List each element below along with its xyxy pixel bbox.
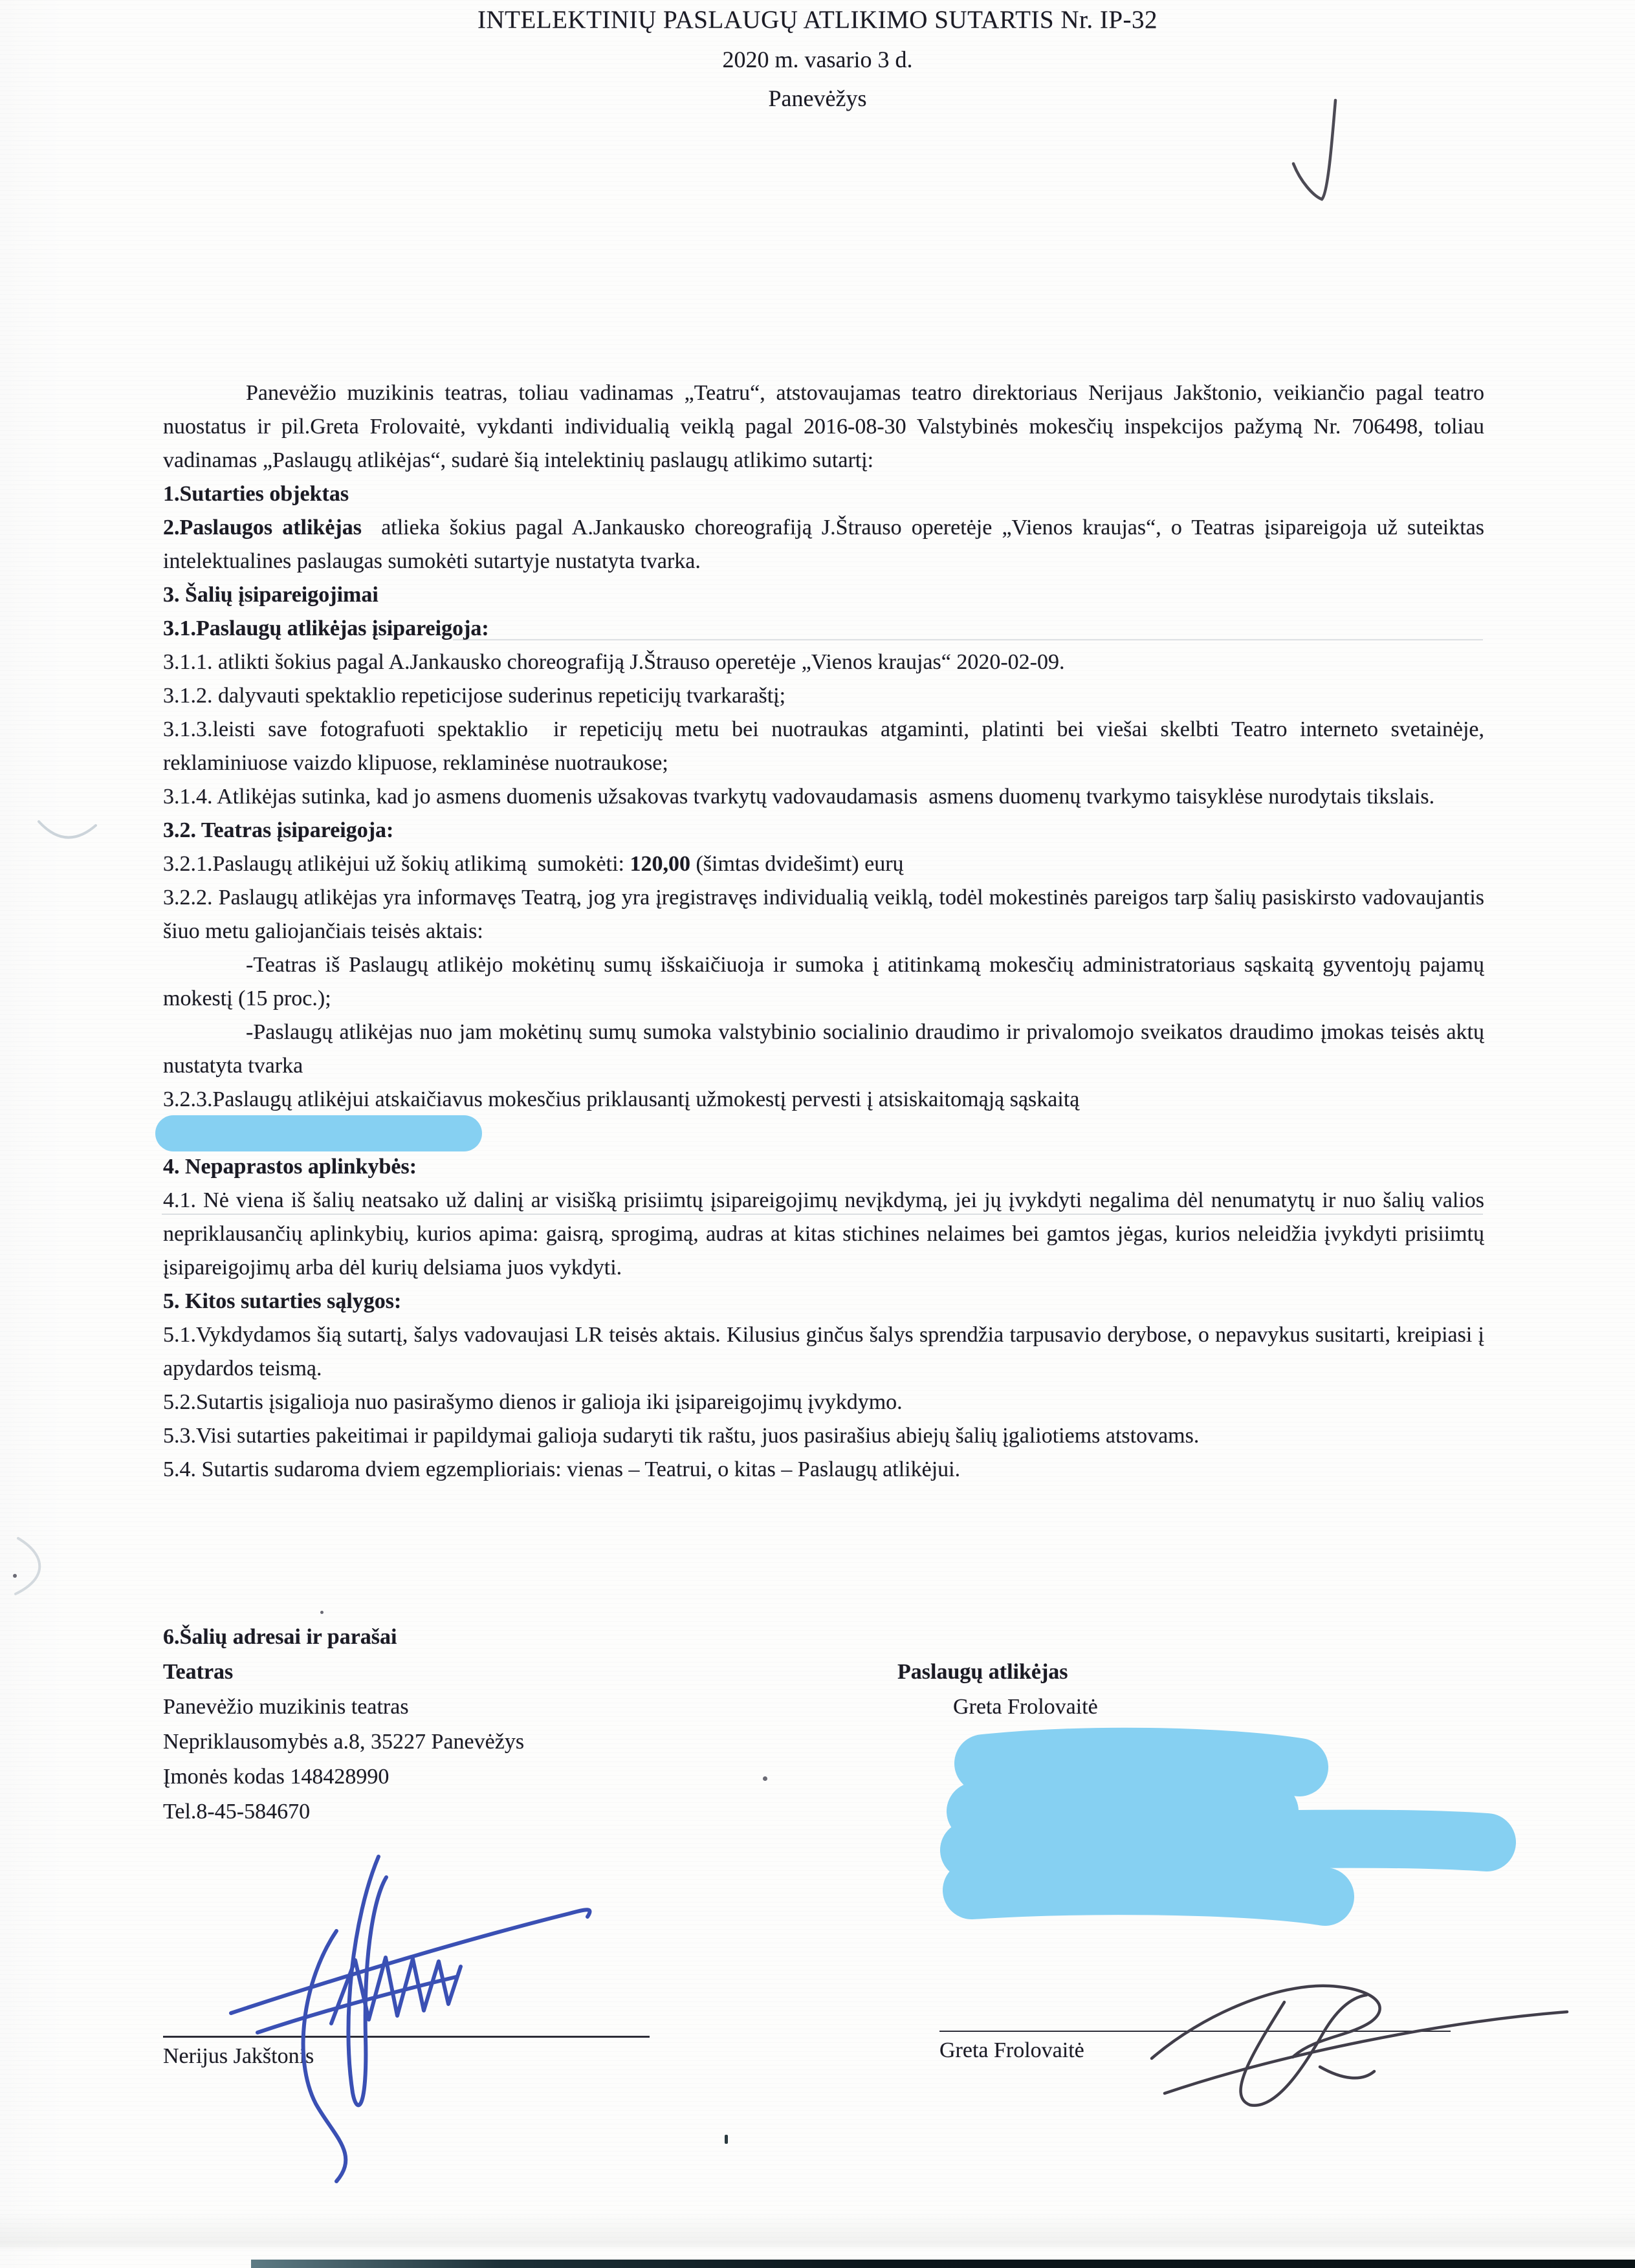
performer-role-label: Paslaugų atlikėjas bbox=[897, 1660, 1068, 1684]
performer-signer-name: Greta Frolovaitė bbox=[939, 2038, 1084, 2062]
section-3-2-heading: 3.2. Teatras įsipareigoja: bbox=[163, 818, 394, 842]
clause-3-2-2-dash1: -Teatras iš Paslaugų atlikėjo mokėtinų sumų išskaičiuoja ir sumoka į atitinkamą mokesčių administratoriaus sąskaitą gyventojų pajamų mokestį (15 proc.); bbox=[163, 953, 1490, 1010]
scan-speck bbox=[320, 1611, 324, 1614]
section-2-lead: 2.Paslaugos atlikėjas bbox=[163, 516, 362, 540]
scan-speck bbox=[763, 1776, 767, 1781]
section-4-heading: 4. Nepaprastos aplinkybės: bbox=[163, 1155, 417, 1179]
intro-paragraph: Panevėžio muzikinis teatras, toliau vadinamas „Teatru“, atstovaujamas teatro direktoriaus Nerijaus Jakštonio, veikiančio pagal teatro nuostatus ir pil.Greta Frolovaitė, vykdanti individualią veiklą pagal 2016-08-30 Valstybinės mokesčių inspekcijos pažymą Nr. 706498, toliau vadinamas „Paslaugų atlikėjas“, sudarė šią intelektinių paslaugų atlikimo sutartį: bbox=[163, 381, 1490, 472]
scanner-edge-strip bbox=[251, 2260, 1635, 2268]
clause-3-2-2: 3.2.2. Paslaugų atlikėjas yra informavęs Teatrą, jog yra įregistravęs individualią veiklą, todėl mokestinės pareigos tarp šalių pasiskirsto vadovaujantis šiuo metu galiojančiais teisės aktais: bbox=[163, 886, 1490, 943]
scanner-edge-shadow bbox=[0, 2212, 1635, 2251]
section-3-heading: 3. Šalių įsipareigojimai bbox=[163, 583, 379, 607]
clause-3-2-1-pre: 3.2.1.Paslaugų atlikėjui už šokių atlikimą sumokėti: bbox=[163, 852, 630, 876]
section-3-1-heading: 3.1.Paslaugų atlikėjas įsipareigoja: bbox=[163, 616, 489, 640]
clause-3-2-1-post: (šimtas dvidešimt) eurų bbox=[690, 852, 904, 876]
clause-3-1-4: 3.1.4. Atlikėjas sutinka, kad jo asmens duomenis užsakovas tvarkytų vadovaudamasis asmens duomenų tvarkymo taisyklėse nurodytais tikslais. bbox=[163, 785, 1435, 809]
section-6-heading: 6.Šalių adresai ir parašai bbox=[163, 1625, 397, 1649]
clause-5-1: 5.1.Vykdydamos šią sutartį, šalys vadovaujasi LR teisės aktais. Kilusius ginčus šalys sprendžia tarpusavio derybose, o nepavykus susitarti, kreipiasi į apydardos teismą. bbox=[163, 1323, 1490, 1380]
clause-3-2-2-dash2: -Paslaugų atlikėjas nuo jam mokėtinų sumų sumoka valstybinio socialinio draudimo ir privalomojo sveikatos draudimo įmokas teisės aktų nustatyta tvarka bbox=[163, 1020, 1490, 1078]
document-title: INTELEKTINIŲ PASLAUGŲ ATLIKIMO SUTARTIS Nr. IP-32 bbox=[477, 6, 1158, 34]
document-city: Panevėžys bbox=[768, 85, 867, 111]
section-5-heading: 5. Kitos sutarties sąlygos: bbox=[163, 1289, 402, 1313]
payment-amount: 120,00 bbox=[630, 852, 690, 876]
theatre-company-code: Įmonės kodas 148428990 bbox=[163, 1765, 390, 1789]
scan-speck bbox=[725, 2135, 728, 2144]
performer-name: Greta Frolovaitė bbox=[953, 1695, 1098, 1719]
checkmark-icon bbox=[1293, 100, 1335, 199]
punch-hole-artifact-bottom bbox=[16, 1538, 39, 1594]
punch-hole-artifact-top bbox=[39, 822, 96, 838]
theatre-signature-scribble bbox=[231, 1857, 590, 2181]
clause-5-3: 5.3.Visi sutarties pakeitimai ir papildymai galioja sudaryti tik raštu, juos pasirašius abiejų šalių įgaliotiems atstovams. bbox=[163, 1424, 1200, 1448]
redaction-highlight-performer bbox=[969, 1757, 1487, 1897]
clause-3-1-1: 3.1.1. atlikti šokius pagal A.Jankausko choreografiją J.Štrauso operetėje „Vienos kraujas“ 2020-02-09. bbox=[163, 650, 1065, 674]
section-1-heading: 1.Sutarties objektas bbox=[163, 482, 349, 506]
clause-5-2: 5.2.Sutartis įsigalioja nuo pasirašymo dienos ir galioja iki įsipareigojimų įvykdymo. bbox=[163, 1390, 903, 1414]
theatre-phone: Tel.8-45-584670 bbox=[163, 1800, 311, 1824]
performer-signature-scribble bbox=[1152, 1986, 1567, 2106]
section-2-text: atlieka šokius pagal A.Jankausko choreografiją J.Štrauso operetėje „Vienos kraujas“, o Teatras įsipareigoja už suteiktas intelektualines paslaugas sumokėti sutartyje nustatyta tvarka. bbox=[163, 516, 1490, 573]
clause-3-1-2: 3.1.2. dalyvauti spektaklio repeticijose suderinus repeticijų tvarkaraštį; bbox=[163, 684, 786, 708]
theatre-role-label: Teatras bbox=[163, 1660, 234, 1684]
document-date: 2020 m. vasario 3 d. bbox=[722, 47, 913, 72]
clause-5-4: 5.4. Sutartis sudaroma dviem egzemplioriais: vienas – Teatrui, o kitas – Paslaugų atlikėjui. bbox=[163, 1457, 961, 1481]
clause-3-2-3: 3.2.3.Paslaugų atlikėjui atskaičiavus mokesčius priklausantį užmokestį pervesti į atsiskaitomąją sąskaitą bbox=[163, 1087, 1080, 1111]
theatre-signer-name: Nerijus Jakštonis bbox=[163, 2044, 314, 2068]
theatre-address: Nepriklausomybės a.8, 35227 Panevėžys bbox=[163, 1730, 525, 1754]
clause-3-1-3: 3.1.3.leisti save fotografuoti spektaklio ir repeticijų metu bei nuotraukas atgaminti, platinti bei viešai skelbti Teatro interneto svetainėje, reklaminiuose vaizdo klipuose, reklaminėse nuotraukose; bbox=[163, 717, 1490, 775]
theatre-org-name: Panevėžio muzikinis teatras bbox=[163, 1695, 409, 1719]
clause-4-1: 4.1. Nė viena iš šalių neatsako už dalinį ar visišką prisiimtų įsipareigojimų nevįkdymą, jei jų įvykdyti negalima dėl nenumatytų ir nuo šalių valios nepriklausančių aplinkybių, kurios apima: gaisrą, sprogimą, audras at kitas stichines nelaimes bei gamtos jėgas, kurios neleidžia įvykdyti prisiimtų įsipareigojimų arba dėl kurių delsiama juos vykdyti. bbox=[163, 1188, 1490, 1280]
scan-speck bbox=[13, 1574, 17, 1578]
